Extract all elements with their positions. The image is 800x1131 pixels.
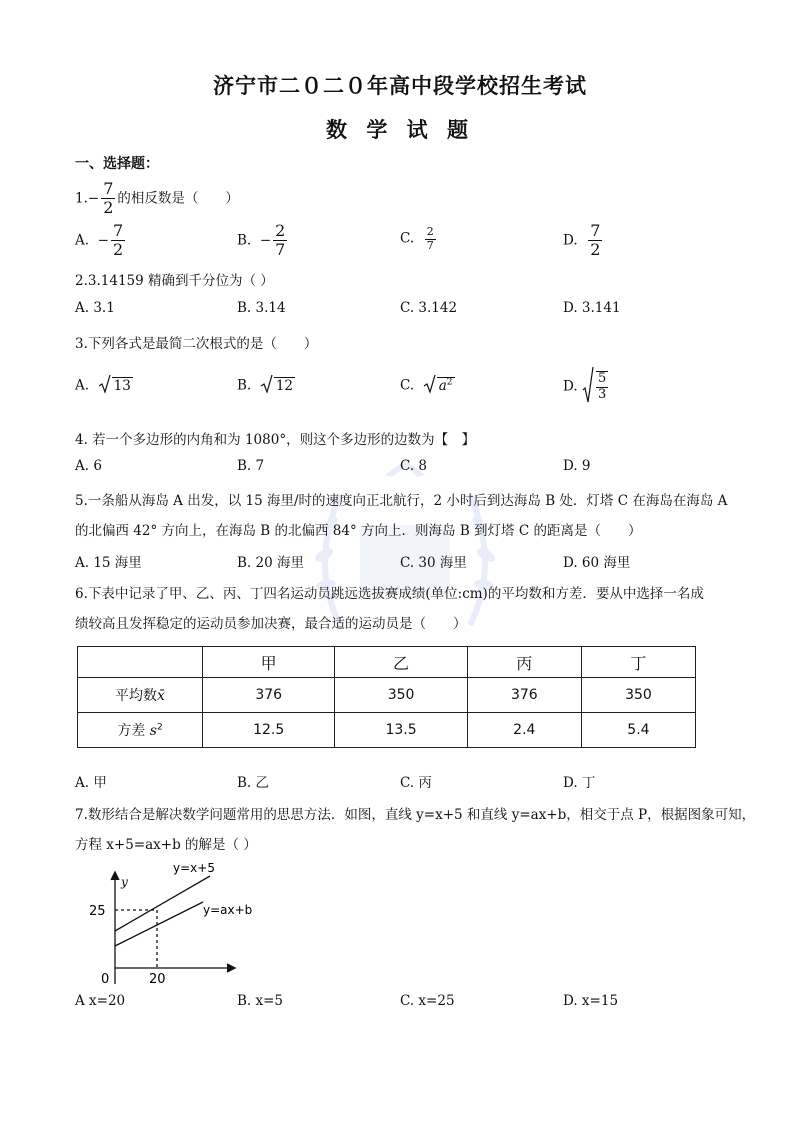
table-cell: 12.5 (203, 713, 335, 748)
q7-option-c: C. x=25 (400, 993, 455, 1009)
table-row (78, 713, 696, 748)
q6-option-a: A. 甲 (75, 775, 107, 791)
row-label-variance: 方差 $s^2$ (78, 713, 203, 748)
q1-minus: − (87, 190, 100, 207)
table-cell: 350 (581, 678, 695, 713)
q2-option-b: B. 3.14 (237, 300, 286, 316)
q7-option-d: D. x=15 (563, 993, 619, 1009)
q4-option-c: C. 8 (400, 458, 428, 474)
q1-option-b: B. − $\frac{2}{7}$ (237, 221, 286, 260)
q3-option-a: A. 13 (75, 374, 133, 398)
question-3: 3.下列各式是最简二次根式的是（ ） (75, 336, 318, 352)
q3-option-b: B. 12 (237, 374, 295, 398)
question-6-line-1: 6.下表中记录了甲、乙、丙、丁四名运动员跳远选拔赛成绩(单位:cm)的平均数和方差．要从中选择一名成 (75, 586, 704, 602)
q3-option-c: C. $a^2$ (400, 377, 453, 394)
q2-option-d: D. 3.141 (563, 300, 621, 316)
q5-option-b: B. 20 海里 (237, 555, 304, 571)
question-7-line-2: 方程 x+5=ax+b 的解是（ ） (75, 837, 257, 853)
q1-option-c: C. $\frac{2}{7}$ (400, 225, 434, 252)
q6-option-b: B. 乙 (237, 775, 270, 791)
q3-option-d: D. $\frac{5}{3}$ (563, 366, 610, 408)
q2-option-c: C. 3.142 (400, 300, 458, 316)
q5-option-a: A. 15 海里 (75, 555, 142, 571)
header-bing: 丙 (467, 647, 581, 678)
q1-fraction: $\frac{7}{2}$ (103, 179, 114, 218)
q4-option-a: A. 6 (75, 458, 102, 474)
table-cell: 376 (203, 678, 335, 713)
x-axis-arrow (227, 964, 235, 972)
question-2: 2.3.14159 精确到千分位为（ ） (75, 273, 274, 289)
header-ding: 丁 (581, 647, 695, 678)
row-label-mean: 平均数x̄ (78, 678, 203, 713)
header-jia: 甲 (203, 647, 335, 678)
question-6-line-2: 绩较高且发挥稳定的运动员参加决赛，最合适的运动员是（ ） (75, 616, 467, 632)
q7-option-a: A x=20 (75, 993, 126, 1009)
table-cell: 350 (335, 678, 467, 713)
y-axis-label: y (121, 875, 128, 889)
table-cell: 13.5 (335, 713, 467, 748)
q1-number: 1. (75, 190, 88, 207)
x-tick-label: 20 (149, 972, 166, 987)
q7-option-b: B. x=5 (237, 993, 284, 1009)
q1-option-a: A. − $\frac{7}{2}$ (75, 221, 124, 260)
label-line-2: y=ax+b (203, 903, 253, 917)
q5-option-c: C. 30 海里 (400, 555, 467, 571)
q5-option-d: D. 60 海里 (563, 555, 631, 571)
section-heading: 一、选择题： (75, 156, 159, 172)
table-corner (78, 647, 203, 678)
question-1 (75, 180, 239, 218)
question-5-line-1: 5.一条船从海岛 A 出发，以 15 海里/时的速度向正北航行，2 小时后到达海岛 B 处．灯塔 C 在海岛在海岛 A (75, 493, 728, 509)
exam-title: 济宁市二０二０年高中段学校招生考试 (213, 73, 587, 98)
header-yi: 乙 (335, 647, 467, 678)
table-cell: 376 (467, 678, 581, 713)
q4-option-b: B. 7 (237, 458, 265, 474)
q2-option-a: A. 3.1 (75, 300, 115, 316)
table-header-row (78, 647, 696, 678)
q6-option-d: D. 丁 (563, 775, 596, 791)
q6-option-c: C. 丙 (400, 775, 432, 791)
exam-subtitle: 数 学 试 题 (326, 117, 474, 142)
table-cell: 2.4 (467, 713, 581, 748)
y-axis-arrow (111, 872, 119, 880)
label-line-1: y=x+5 (173, 861, 215, 875)
y-tick-label: 25 (89, 904, 106, 919)
question-7-line-1: 7.数形结合是解决数学问题常用的思思方法．如图，直线 y=x+5 和直线 y=ax+b，相交于点 P，根据图象可知， (75, 807, 756, 823)
line-graph-figure (85, 856, 253, 987)
score-table (77, 646, 696, 748)
q1-option-d: D. $\frac{7}{2}$ (563, 221, 601, 260)
question-5-line-2: 的北偏西 42° 方向上，在海岛 B 的北偏西 84° 方向上．则海岛 B 到灯塔 C 的距离是（ ） (75, 523, 642, 539)
q1-text: 的相反数是（ ） (117, 190, 239, 207)
question-4: 4. 若一个多边形的内角和为 1080°，则这个多边形的边数为【 】 (75, 432, 476, 448)
table-row (78, 678, 696, 713)
origin-label: 0 (101, 972, 110, 987)
q4-option-d: D. 9 (563, 458, 591, 474)
table-cell: 5.4 (581, 713, 695, 748)
